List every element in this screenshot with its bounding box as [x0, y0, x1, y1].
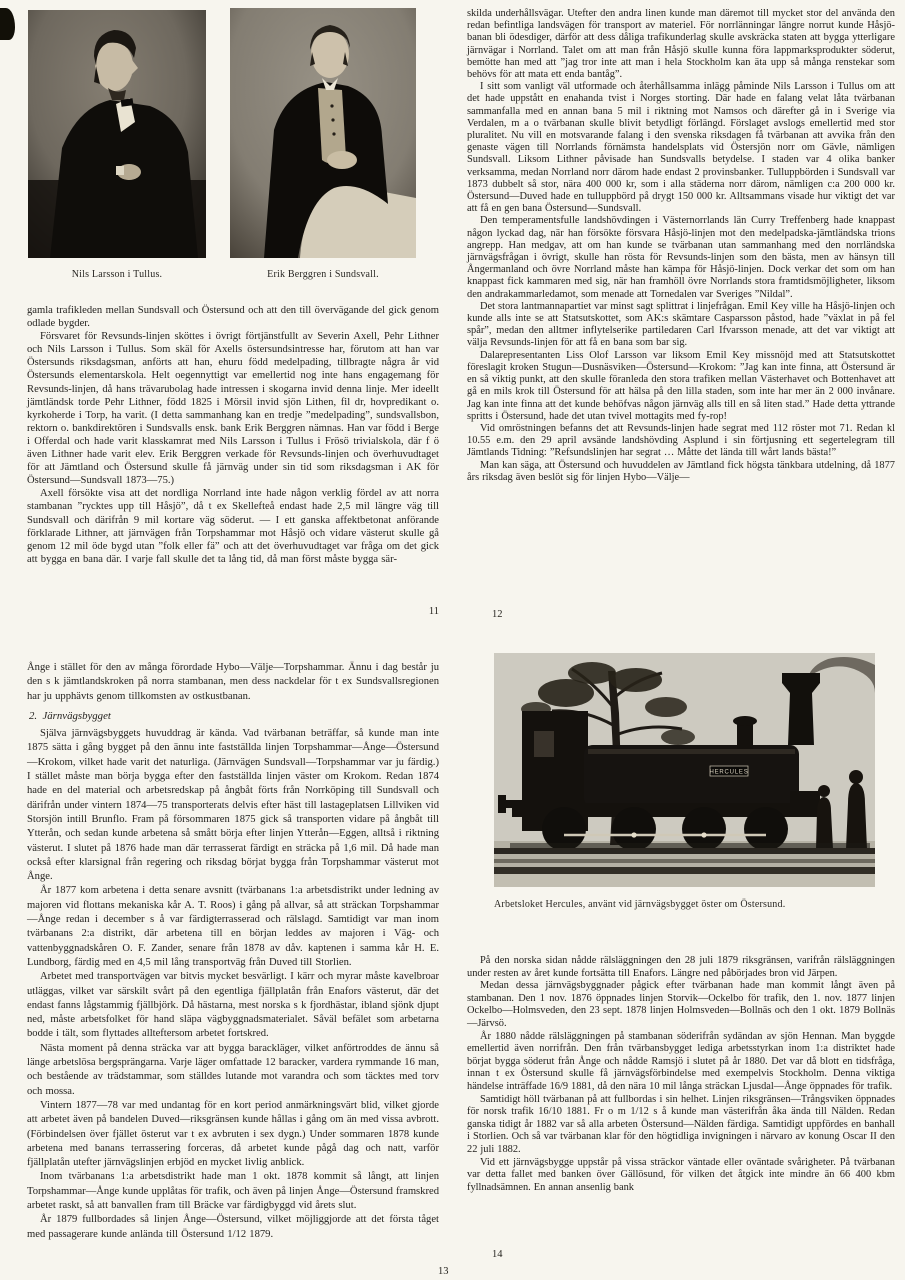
paragraph: Medan dessa järnvägsbyggnader pågick efter tvärbanan hade man kommit långt även på stambanan. Den 1 nov. 1876 öppnades linjen Storvik—Ockelbo för trafik, den 1. nov. 1877 linjen Ockelbo—Holmsveden, den 23 sept. 1878 linjen Holmsveden—Bollnäs och den 1 okt. 1879 Bollnäs—Järvsö.	[467, 980, 895, 1029]
paragraph: Samtidigt höll tvärbanan på att fullbordas i sin helhet. Linjen riksgränsen—Trångsviken öppnades för norsk trafik 16/10 1881. Fr o m 1/12 s å kunde man västerifrån åka ända till Nälden. Redan ganska tidigt år 1882 var så alla arbeten Östersund—Nälden färdiga. Samtidigt uppfördes en banhall i Storlien. Och så var tvärbanan klar för den högtidliga invigningen i närvaro av konung Oscar II den 22 juli 1882.	[467, 1093, 895, 1155]
paragraph: gamla trafikleden mellan Sundsvall och Östersund och att den till övervägande del gick genom odlade bygder.	[27, 305, 439, 330]
section-heading: 2. Järnvägsbygget	[29, 709, 111, 722]
locomotive-hercules-image	[494, 653, 875, 887]
portrait-nils-larsson-image	[28, 10, 206, 258]
portrait-erik-berggren-image	[230, 8, 416, 258]
page-12-text	[467, 8, 895, 484]
paragraph: Försvaret för Revsunds-linjen sköttes i övrigt förtjänstfullt av Severin Axell, Pehr Lithner och Nils Larsson i Tullus. Som skäl för Axells östersundsintresse har, förutom att han var Östersunds riksdagsman, anförts att han, ehuru född medelpading, tillbragte några år vid Östersunds elementarskola. Helt oegennyttigt var emellertid nog inte hans engagemang för Revsunds-linjen, då hans trävarubolag hade intressen i skogarna invid denna linje. Mer ideellt jämtländsk torde Pehr Lithner, född 1825 i Mörsil invid sjön Lithen, fil dr, hovpredikant o. kyrkoherde i Torp, ha varit. (I detta sammanhang kan en tredje ”medelpading”, sundsvallsbon, rektorn o. bankdirektören i Sundsvalls ensk. bank Erik Berggren nämnas. Han var född i Berge i Offerdal och hade varit klasskamrat med Nils Larsson i Tullus i Frösö trivialskola, där f ö även Lithner hade varit elev. Erik Berggren verkade för Revsunds-linjen och överhuvudtaget för att Jämtland och Östersund skulle få järnväg under sin tid som riksdagsman i AK för Östersund—Sundsvall 1873—75.)	[27, 331, 439, 487]
paragraph: Själva järnvägsbyggets huvuddrag är kända. Vad tvärbanan beträffar, så kunde man inte 1875 sätta i gång bygget på den ännu inte fastställda linjen Torpshammar—Ånge—Östersund—Krokom, vilket hade varit det naturliga. (Järnvägen Sundsvall—Torpshammar var ju färdig.) I stället måste man börja bygga efter den fastställda linjen väster om Krokom. Redan 1874 hade en del material och arbetsredskap på ångbåt förts från Norrköping till Sundsvall och därifrån under vintern 1874—75 transporterats delvis efter häst till lastageplatsen Lillviken vid Storsjön intill Brunflo. Fram på försommaren 1875 gick så transporten vidare på ångbåt till Ytterån, och sedan kunde arbetena så smått börja efter linjen Ytterån—Eggen, alltså i riktning västerut. I slutet på 1876 hade man där terrasserat färdigt en sträcka på 1,6 mil. Då hade man också efter klarsignal från regering och riksdag börjat bygga från Torpshammar västerut mot Ånge.	[27, 728, 439, 883]
page-14-text	[467, 955, 895, 1194]
page-number-11: 11	[428, 606, 439, 617]
paragraph: Nästa moment på denna sträcka var att bygga barackläger, vilket anförtroddes de ännu så länge arbetslösa bergsprängarna. Varje läger omfattade 12 baracker, vardera rymmande 16 man, och bestående av trädstammar, som ställdes lutande mot varandra och som täcktes med torv och mossa.	[27, 1042, 439, 1097]
paragraph: Man kan säga, att Östersund och huvuddelen av Jämtland fick högsta tänkbara utdelning, då 1877 års riksdag även beslöt sig för linjen Hybo—Välje—	[467, 459, 895, 483]
page-13-paragraphs	[27, 727, 439, 1242]
portrait-photo-erik-berggren	[230, 8, 416, 258]
photo-caption-nils-larsson: Nils Larsson i Tullus.	[71, 269, 163, 280]
paragraph: skilda underhållsvägar. Utefter den andra linen kunde man däremot till mycket stor del använda den redan befintliga landsvägen för transport av materiel. För norrlänningar längre norrut kunde Håsjö-banan bli ödesdiger, därför att dess dåliga trafikunderlag skulle avskräcka staten att bygga ytterligare järnvägar i Norrland. Talet om att man från Håsjö skulle kunna föra lappmarksprodukter söderut, bemötte han med att ”jag tror inte att man i hela Stockholm kan äta upp så många renstekar som behövs för att mata ett enda bantåg”.	[467, 8, 895, 81]
page-11-text	[27, 304, 439, 566]
face	[311, 30, 349, 78]
page-13-text	[27, 661, 439, 1242]
paragraph: Den temperamentsfulle landshövdingen i Västernorrlands län Curry Treffenberg hade knappast någon lyckad dag, när han försökte försvara Håsjö-linjen mot den medelpadska-jämtländska trions angrepp. Han medgav, att om han kunde se tvärbanan utan sammanhang med den norrländska järnvägsfrågan i övrigt, skulle han rösta för Revsunds-linjen som den bästa, men av hänsyn till Ångermanland och övre Norrland måste han kämpa för Håsjö-linjen. Dock verkar det som om han knappast fick kammaren med sig, när han framhöll övre Norrlands stora framtidsmöjligheter, liksom den andrakammarledamot, som menade att Tornedalen var Sveriges ”Nildal”.	[467, 215, 895, 300]
page-number-13: 13	[438, 1266, 449, 1277]
photo-caption-erik-berggren: Erik Berggren i Sundsvall.	[267, 269, 379, 280]
paragraph: År 1877 kom arbetena i detta senare avsnitt (tvärbanans 1:a arbetsdistrikt under ledning av majoren vid flottans mekaniska kår A. T. Roos) i gång på allvar, så att sträckan Torpshammar—Ånge redan i december s å var färdigterrasserad och rälslagd. Samtidigt var man inom tvärbanans 2:a distrikt, där arbetena till en början leddes av majoren i Väg- och vattenbyggnadskåren O. F. Zander, senare från 1878 av dåv. kaptenen i samma kår H. E. Lundborg, färdig med en 4,5 mil lång transportväg från Duved till Storlien.	[27, 885, 439, 968]
paragraph: På den norska sidan nådde rälsläggningen den 28 juli 1879 riksgränsen, varifrån rälsläggningen under resten av året kunde fortsätta till Enafors. Längre ned påbörjades bron vid Järpen.	[467, 955, 895, 979]
paragraph: Dalarepresentanten Liss Olof Larsson var liksom Emil Key missnöjd med att Statsutskottet föreslagit kroken Stugun—Dusnäsviken—Östersund—Krokom: ”Jag kan inte finna, att Östersund är en så viktig punkt, att den skulle föranleda den stora trafiken mellan Västerhavet och Bottenhavet att gå en mils krok till Östersund för att hälsa på den lilla staden, som inte har mer än 2 000 invånare. Jag kan inte finna att det kunde behöfvas någon järnväg alls till en så liten stad.” Hade detta yttrande spritts i Östersund, hade det utan tvivel mottagits med fy-rop!	[467, 349, 895, 422]
paragraph: År 1880 nådde rälsläggningen på stambanan söderifrån sydändan av sjön Hennan. Man byggde emellertid även norrifrån. Den från tvärbansbygget lediga arbetsstyrkan inom 1:a distriktet hade börjat bygga söderut från Ånge och nådde Ramsjö i slutet på år 1880. Det var då blott en tidsfråga, innan t ex Östersund skulle få järnvägsförbindelse med exempelvis Stockholm. Denna viktiga händelse inträffade 16/9 1881, då den nära 10 mil långa sträckan Ljusdal—Ånge öppnades för trafik.	[467, 1030, 895, 1092]
paragraph: I sitt som vanligt väl utformade och återhållsamma inlägg påminde Nils Larsson i Tullus om att det hade uppstått en enahanda tvist i Norges storting. Där hade en falang velat låta tvärbanan sammanfalla med en annan bana 5 mil i riktning mot Namsos och därefter gå in i Sverige via Verdalen, m a o tvärbanan skulle blivit betydligt förlängd. Förslaget avslogs emellertid med stor pluralitet. Nu vill en motsvarande falang i den svenska riksdagen få tvärbanan att avvika från den genaste vägen till Norrlands förnämsta handelsplats vid Östersjön norr om Gävle, nämligen Sundsvall. Liksom Lithner påvisade han Sundsvalls betydelse. I staden var 4 olika banker verksamma, medan Norrland norr därom hade endast 2 provinsbanker. Tulluppbörden i Sundsvall var 1873 dubbelt så stor, nära 400 000 kr, som i alla städerna norr därom, nämligen c:a 200 000 kr. Östersund—Duved hade en tulluppbörd på drygt 150 000 kr. Alltsammans visade hur viktigt det var att få en gen bana Östersund—Sundsvall.	[467, 81, 895, 215]
paragraph: Ånge i stället för den av många förordade Hybo—Välje—Torpshammar. Ännu i dag består ju den s k jämtlandskroken på norra stambanan, men dess nackdelar för t ex Sundsvallsregionen har ju upphävts genom tillkomsten av ostkustbanan.	[27, 662, 439, 702]
paragraph: Inom tvärbanans 1:a arbetsdistrikt hade man 1 okt. 1878 kommit så långt, att linjen Torpshammar—Ånge kunde upplåtas för trafik, och även på linjen Ånge—Östersund framskred arbetet raskt, så att banvallen fram till Bräcke var färdigbyggd vid årets slut.	[27, 1171, 440, 1211]
boiler	[584, 745, 799, 807]
steam-dome	[737, 723, 753, 749]
paragraph: Vintern 1877—78 var med undantag för en kort period anmärkningsvärt blid, vilket gjorde att arbetet även på bandelen Duved—riksgränsen kunde hållas i gång om än med vissa avbrott. (Förbindelsen över fjället österut var t ex avbruten i sex dygn.) Under sommaren 1878 kunde arbetena med banans terrassering forceras, då arbetet kunde pågå dag och natt, varför fjällplatån utefter järnvägslinjen erbjöd en mycket livlig anblick.	[27, 1099, 439, 1169]
page-number-12: 12	[492, 609, 503, 620]
paragraph: Vid omröstningen befanns det att Revsunds-linjen hade segrat med 112 röster mot 71. Redan kl 10.55 e.m. den 29 april avsände landshövding Asplund i sin förtjusning ett segertelegram till Jämtlands Tidning: ”Refsundslinjen har segrat … Måtte det lända till wårt lands bästa!”	[467, 422, 895, 459]
paragraph: År 1879 fullbordades så linjen Ånge—Östersund, vilket möjliggjorde att det första tåget med passagerare kunde anlända till Östersund 1/12 1879.	[27, 1214, 439, 1240]
paragraph: Det stora lantmannapartiet var minst sagt splittrat i linjefrågan. Emil Key ville ha Håsjö-linjen och kunde alls inte se att Statsutskottet, som AK:s skämtare Casparsson påstod, hade ”växlat in på fel spår”, medan den alltmer inflytelserike partiledaren Carl Ifvarsson menade, att det var viktigt att välja Revsunds-linjen för att få en bana som bar sig.	[467, 300, 895, 349]
paragraph: Vid ett järnvägsbygge uppstår på vissa sträckor väntade eller oväntade svårigheter. På tvärbanan var detta fallet med banken över Gällösund, för vilken det åtgick inte mindre än 66 400 kbm fyllnadsämnen. En annan ansenlig bank	[467, 1156, 895, 1193]
nameplate-text: HERCULES	[709, 769, 749, 776]
hands	[327, 151, 357, 169]
scan-artifact-mark	[0, 8, 15, 40]
portrait-photo-nils-larsson	[28, 10, 206, 258]
paragraph: Axell försökte visa att det nordliga Norrland inte hade någon verklig fördel av att norra stambanan ”rycktes upp till Håsjö”, då t ex Skellefteå endast hade 2,5 mil längre väg till Sundsvall och därifrån 9 mil kortare väg söderut. — I ett ganska affektbetonat anförande förklarade Lithner, att järnvägen från Torpshammar mot Håsjö och vidare västerut skulle gå genom 12 mil öde bygd utan ”folk eller fä” och att det överhuvudtaget var fråga om det gick att bygga en bana där. I varje fall skulle det ta lång tid, då man först måste bygga sär-	[27, 488, 439, 565]
paragraph: Arbetet med transportvägen var bitvis mycket besvärligt. I kärr och myrar måste kavelbroar utläggas, vilket var särskilt svårt på den egentliga fjällplatån från Enafors västerut, där det endast fanns lågstammig fjällbjörk. Då hästarna, mest norska s k fjordhästar, ibland sjönk djupt ned, måste arbetsfolket för hand släpa vägbyggnadsmaterialet. Såväl befälet som arbetarna bodde i tält, som flyttades allteftersom arbetet fortskred.	[27, 971, 439, 1040]
page-number-14: 14	[492, 1249, 503, 1260]
locomotive-photo-caption: Arbetsloket Hercules, använt vid järnvägsbygget öster om Östersund.	[494, 899, 786, 910]
locomotive-photo	[494, 653, 875, 887]
